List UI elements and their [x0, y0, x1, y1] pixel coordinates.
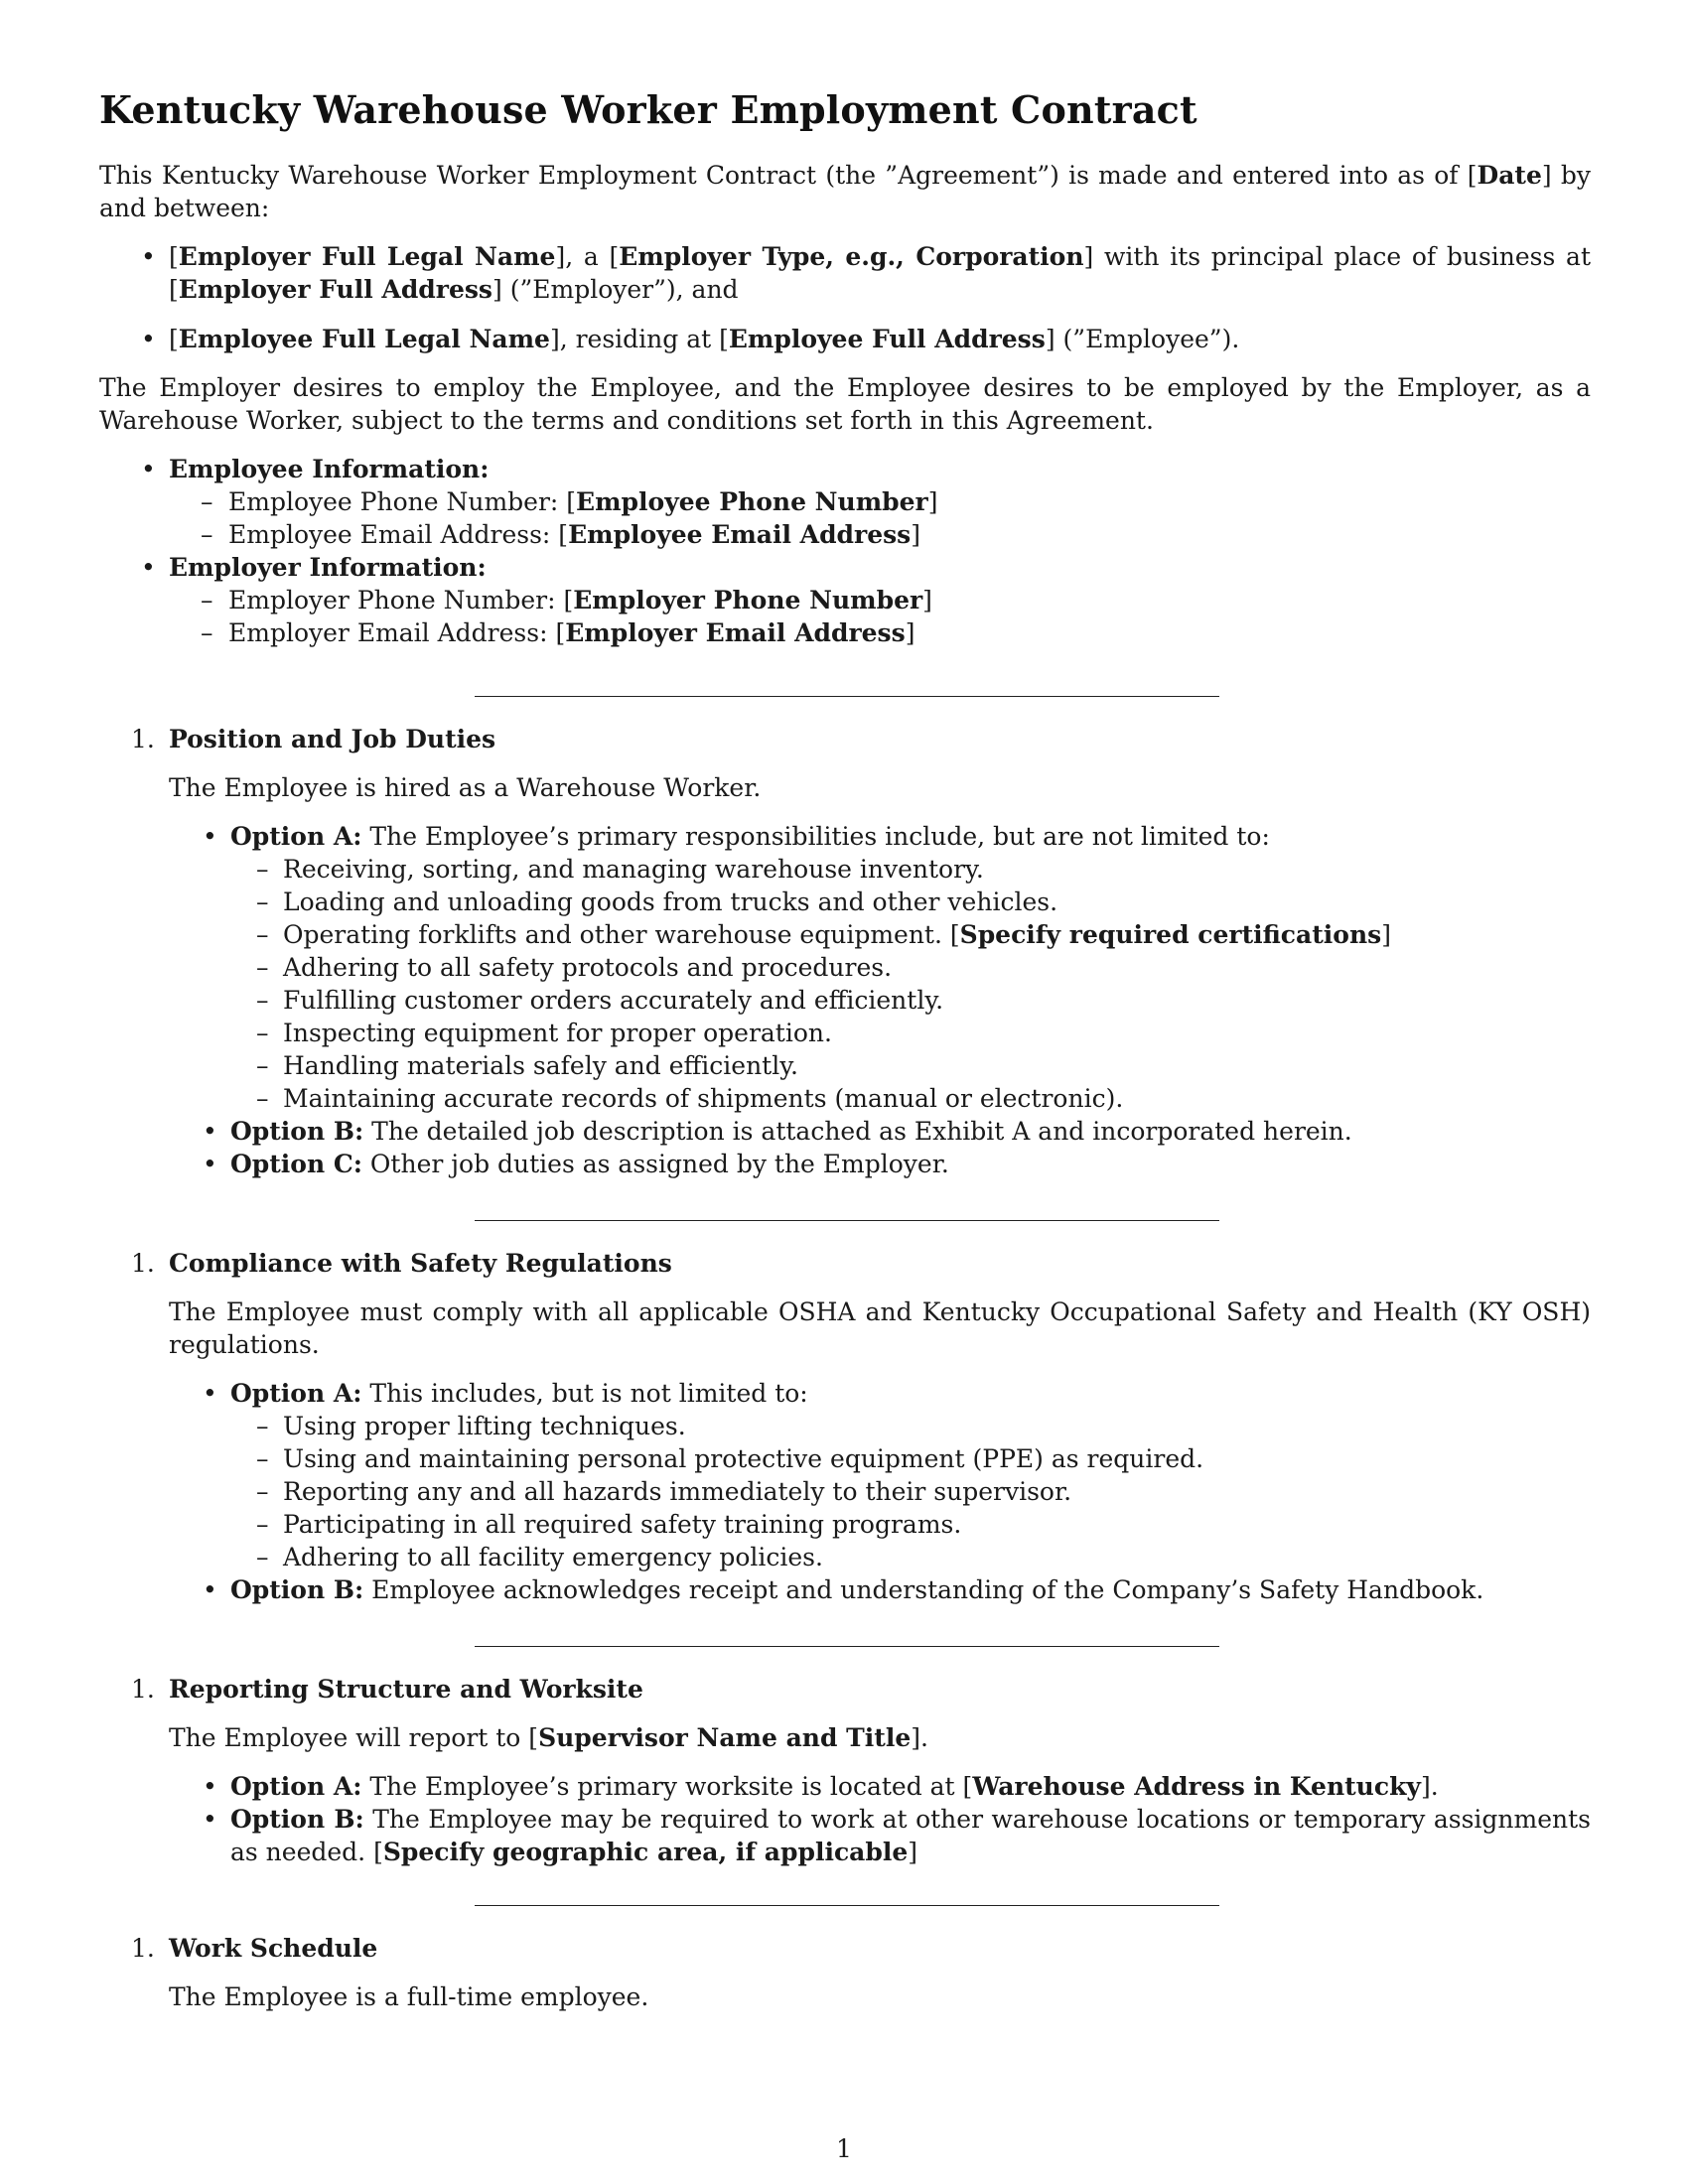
section-body: [169, 1721, 1591, 1754]
section-text: The Employee must comply with all applicable OSHA and Kentucky Occupational Safety and Health (KY OSH) regulations.: [169, 1297, 1591, 1359]
safety-item: – Reporting any and all hazards immediately to their supervisor.: [230, 1475, 1591, 1508]
supervisor-placeholder: Supervisor Name and Title: [538, 1723, 912, 1752]
certifications-placeholder: Specify required certifications: [959, 920, 1382, 949]
document-page: [99, 0, 1591, 2184]
option-text: The detailed job description is attached as Exhibit A and incorporated herein.: [363, 1117, 1352, 1146]
option-a-item: [169, 820, 1591, 1115]
employer-address-placeholder: Employer Full Address: [178, 275, 493, 304]
bracket: ]: [911, 520, 921, 549]
employer-type-placeholder: Employer Type, e.g., Corporation: [619, 242, 1084, 271]
option-a-item: [169, 1770, 1591, 1803]
employer-phone-line: [169, 584, 1591, 616]
section-body: [169, 771, 1591, 804]
option-label: Option A:: [230, 822, 362, 851]
option-label: Option C:: [230, 1150, 362, 1178]
section-text: The Employee will report to [: [169, 1723, 539, 1752]
label: Employer Email Address: [: [228, 618, 566, 647]
section-number: 1.: [131, 725, 155, 753]
page-number: 1: [836, 2134, 852, 2163]
employee-phone-placeholder: Employee Phone Number: [576, 487, 928, 516]
section-text: The Employee is a full-time employee.: [169, 1982, 649, 2011]
horizontal-rule: [475, 1905, 1219, 1906]
option-b-item: [169, 1573, 1591, 1606]
text: ] (”Employee”).: [1045, 325, 1240, 353]
duty-item: – Inspecting equipment for proper operation.: [230, 1017, 1591, 1049]
bracket: [: [169, 242, 179, 271]
option-text: This includes, but is not limited to:: [361, 1379, 808, 1408]
label: Employee Phone Number: [: [228, 487, 577, 516]
employer-phone-placeholder: Employer Phone Number: [573, 586, 923, 614]
bracket: ]: [927, 487, 938, 516]
geographic-area-placeholder: Specify geographic area, if applicable: [382, 1838, 909, 1866]
duty-item: – Fulfilling customer orders accurately and efficiently.: [230, 984, 1591, 1017]
safety-item: – Participating in all required safety training programs.: [230, 1508, 1591, 1541]
section-title: Reporting Structure and Worksite: [169, 1675, 643, 1704]
employee-email-line: [169, 518, 1591, 551]
option-text: Employee acknowledges receipt and understanding of the Company’s Safety Handbook.: [363, 1575, 1484, 1604]
section-body: [169, 1296, 1591, 1361]
duty-item: – Adhering to all safety protocols and procedures.: [230, 951, 1591, 984]
option-text: Other job duties as assigned by the Employer.: [361, 1150, 949, 1178]
section-title: Compliance with Safety Regulations: [169, 1249, 672, 1278]
intro-text: This Kentucky Warehouse Worker Employment Contract (the ”Agreement”) is made and entered into as of [: [99, 161, 1477, 190]
option-c-item: [169, 1148, 1591, 1180]
option-label: Option A:: [230, 1379, 362, 1408]
horizontal-rule: [475, 696, 1219, 697]
duty-item: – Receiving, sorting, and managing warehouse inventory.: [230, 853, 1591, 886]
option-b-item: [169, 1115, 1591, 1148]
section-options: [169, 820, 1591, 1180]
employee-phone-line: [169, 485, 1591, 518]
purpose-text: The Employer desires to employ the Employee, and the Employee desires to be employed by the Employer, as a Warehouse Worker, subject to the terms and conditions set forth in this Agreement.: [99, 373, 1591, 435]
parties-list-2: [99, 323, 1591, 355]
section-body: [169, 1980, 1591, 2013]
employee-address-placeholder: Employee Full Address: [728, 325, 1046, 353]
text: ] (”Employer”), and: [492, 275, 739, 304]
warehouse-address-placeholder: Warehouse Address in Kentucky: [972, 1772, 1421, 1801]
intro-text-end: ] by and between:: [99, 161, 1591, 222]
option-text: The Employee may be required to work at other warehouse locations or temporary assignments as needed. [: [230, 1805, 1591, 1866]
label: Employer Phone Number: [: [228, 586, 574, 614]
employee-info-item: [99, 453, 1591, 551]
text: ] with its principal place of business at [: [169, 242, 1591, 304]
section-number: 1.: [131, 1675, 155, 1704]
employer-email-line: [169, 616, 1591, 649]
section-number: 1.: [131, 1249, 155, 1278]
horizontal-rule: [475, 1646, 1219, 1647]
contact-info: [99, 453, 1591, 649]
section-options: [169, 1377, 1591, 1606]
option-label: Option B:: [230, 1117, 364, 1146]
bracket: ]: [908, 1838, 918, 1866]
employee-info-heading: Employee Information:: [169, 455, 490, 483]
duty-item: [230, 918, 1591, 951]
section-title: Position and Job Duties: [169, 725, 496, 753]
employee-email-placeholder: Employee Email Address: [568, 520, 912, 549]
horizontal-rule: [475, 1220, 1219, 1221]
employer-info-item: [99, 551, 1591, 649]
duty-text: Operating forklifts and other warehouse equipment. [: [283, 920, 960, 949]
bracket: [: [169, 325, 179, 353]
option-text: The Employee’s primary responsibilities include, but are not limited to:: [361, 822, 1270, 851]
bracket: ]: [905, 618, 915, 647]
text: ], a [: [555, 242, 620, 271]
section-number: 1.: [131, 1934, 155, 1963]
safety-item: – Using proper lifting techniques.: [230, 1410, 1591, 1442]
list-item-employee: [99, 323, 1591, 355]
parties-list: [99, 240, 1591, 306]
purpose-paragraph: [99, 371, 1591, 437]
bracket: ]: [1381, 920, 1391, 949]
employer-info-heading: Employer Information:: [169, 553, 487, 582]
duty-item: – Loading and unloading goods from trucks and other vehicles.: [230, 886, 1591, 918]
option-label: Option A:: [230, 1772, 362, 1801]
document-title: Kentucky Warehouse Worker Employment Contract: [99, 87, 1197, 132]
employer-email-placeholder: Employer Email Address: [565, 618, 906, 647]
bracket: ].: [911, 1723, 928, 1752]
option-a-item: [169, 1377, 1591, 1573]
duty-item: – Handling materials safely and efficiently.: [230, 1049, 1591, 1082]
section-title: Work Schedule: [169, 1934, 378, 1963]
safety-item: – Using and maintaining personal protective equipment (PPE) as required.: [230, 1442, 1591, 1475]
date-placeholder: Date: [1477, 161, 1542, 190]
option-label: Option B:: [230, 1575, 364, 1604]
list-item-employer: [99, 240, 1591, 306]
option-text: The Employee’s primary worksite is located at [: [361, 1772, 973, 1801]
safety-item: – Adhering to all facility emergency policies.: [230, 1541, 1591, 1573]
bracket: ].: [1420, 1772, 1439, 1801]
employee-name-placeholder: Employee Full Legal Name: [178, 325, 550, 353]
label: Employee Email Address: [: [228, 520, 569, 549]
option-label: Option B:: [230, 1805, 364, 1834]
option-b-item: [169, 1803, 1591, 1868]
section-options: [169, 1770, 1591, 1868]
intro-paragraph: [99, 159, 1591, 224]
bracket: ]: [922, 586, 932, 614]
employer-name-placeholder: Employer Full Legal Name: [178, 242, 556, 271]
text: ], residing at [: [549, 325, 729, 353]
duty-item: – Maintaining accurate records of shipments (manual or electronic).: [230, 1082, 1591, 1115]
section-text: The Employee is hired as a Warehouse Worker.: [169, 773, 762, 802]
